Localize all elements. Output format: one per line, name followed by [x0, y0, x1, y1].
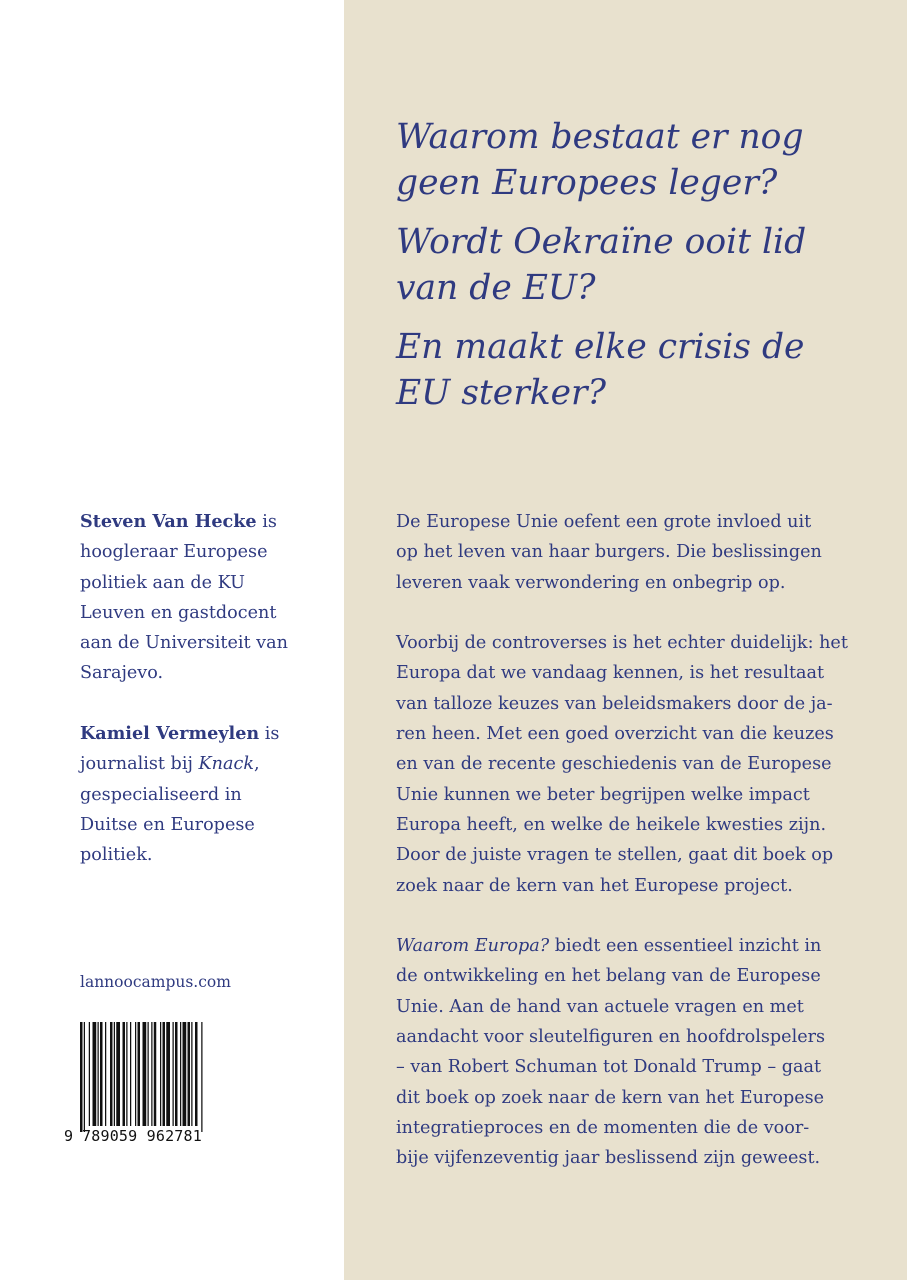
question-3 — [396, 324, 896, 416]
question-line: En maakt elke crisis de — [396, 327, 805, 367]
barcode-bar — [126, 1022, 127, 1126]
barcode-bar — [138, 1022, 141, 1126]
text-line: aandacht voor sleutelfiguren en hoofdrolspelers — [396, 1027, 826, 1048]
barcode-bar — [188, 1022, 191, 1126]
blurb-paragraph-3 — [396, 931, 836, 1173]
barcode-bar — [175, 1022, 178, 1126]
magazine-name: Knack — [198, 754, 254, 775]
text-fragment: is — [256, 512, 277, 532]
barcode-bar — [183, 1022, 187, 1126]
text-fragment: is — [259, 724, 280, 745]
barcode-bar — [135, 1022, 136, 1126]
text-line — [80, 507, 320, 537]
barcode-bar — [123, 1022, 126, 1126]
barcode-bar — [116, 1022, 120, 1126]
question-line: geen Europees leger? — [396, 163, 778, 203]
text-line: Europa dat we vandaag kennen, is het resultaat — [396, 663, 825, 684]
question-line: Wordt Oekraïne ooit lid — [396, 222, 807, 262]
barcode-bar — [154, 1022, 157, 1126]
text-line: op het leven van haar burgers. Die beslissingen — [396, 542, 822, 563]
text-line: integratieproces en de momenten die de voor- — [396, 1117, 810, 1138]
text-line: De Europese Unie oefent een grote invloed uit — [396, 512, 812, 532]
barcode-first-digit: 9 — [64, 1127, 74, 1145]
author-name: Steven Van Hecke — [80, 511, 257, 532]
barcode-bar — [100, 1022, 103, 1126]
text-line: Europa heeft, en welke de heikele kwesties zijn. — [396, 814, 827, 835]
barcode-bar — [173, 1022, 174, 1126]
author-bios — [80, 507, 320, 901]
text-line: politiek. — [80, 845, 153, 866]
barcode-bar — [201, 1022, 202, 1132]
text-fragment: biedt een essentieel inzicht in — [549, 936, 822, 957]
barcode-bar — [89, 1022, 90, 1126]
barcode-bar — [160, 1022, 161, 1126]
text-line: Duitse en Europese — [80, 814, 255, 835]
text-line: de ontwikkeling en het belang van de Europese — [396, 966, 821, 987]
text-line: Unie. Aan de hand van actuele vragen en met — [396, 996, 804, 1017]
text-line: dit boek op zoek naar de kern van het Europese — [396, 1087, 825, 1108]
barcode-bar — [114, 1022, 115, 1126]
barcode-bar — [151, 1022, 152, 1126]
blurb-paragraph-1 — [396, 507, 836, 598]
text-line: Leuven en gastdocent — [80, 602, 277, 623]
author-bio-2 — [80, 719, 320, 870]
text-line: en van de recente geschiedenis van de Europese — [396, 754, 832, 775]
text-line — [80, 719, 320, 749]
question-line: EU sterker? — [396, 373, 607, 413]
text-line: Sarajevo. — [80, 663, 164, 684]
barcode-bar — [93, 1022, 97, 1126]
barcode-bars — [80, 1022, 230, 1136]
barcode-bar — [166, 1022, 170, 1126]
text-line: leveren vaak verwondering en onbegrip op. — [396, 572, 786, 593]
text-fragment: , — [253, 754, 260, 775]
barcode-bar — [191, 1022, 192, 1126]
barcode-bar — [143, 1022, 147, 1126]
text-line: zoek naar de kern van het Europese project. — [396, 875, 793, 896]
barcode-bar — [180, 1022, 181, 1126]
barcode-bar — [110, 1022, 113, 1126]
barcode-bar — [84, 1022, 85, 1132]
text-fragment: journalist bij — [80, 754, 199, 775]
barcode-bar — [80, 1022, 83, 1132]
text-line: – van Robert Schuman tot Donald Trump – gaat — [396, 1057, 822, 1078]
text-line: ren heen. Met een goed overzicht van die keuzes — [396, 724, 834, 745]
question-2 — [396, 219, 896, 311]
text-line: gespecialiseerd in — [80, 784, 242, 805]
question-line: Waarom bestaat er nog — [396, 117, 804, 157]
text-line: van talloze keuzes van beleidsmakers door de ja- — [396, 693, 833, 714]
book-title: Waarom Europa? — [396, 936, 550, 957]
barcode-bar — [105, 1022, 106, 1126]
text-line: bije vijfenzeventig jaar beslissend zijn geweest. — [396, 1148, 821, 1169]
text-line: politiek aan de KU — [80, 572, 245, 593]
author-name: Kamiel Vermeylen — [80, 723, 260, 745]
barcode-bar — [98, 1022, 99, 1126]
author-bio-1 — [80, 507, 320, 689]
publisher-website[interactable]: lannoocampus.com — [80, 973, 231, 991]
blurb-body — [396, 507, 848, 1204]
blurb-paragraph-2 — [396, 628, 848, 901]
text-line: aan de Universiteit van — [80, 633, 288, 654]
barcode-bar — [130, 1022, 131, 1126]
text-line — [396, 931, 836, 961]
question-line: van de EU? — [396, 268, 596, 308]
barcode-bar — [163, 1022, 166, 1126]
barcode-bar — [195, 1022, 198, 1126]
text-line: Voorbij de controverses is het echter duidelijk: het — [396, 633, 848, 654]
cover-questions — [396, 114, 896, 429]
text-line: hoogleraar Europese — [80, 542, 268, 563]
text-line: Door de juiste vragen te stellen, gaat dit boek op — [396, 845, 834, 866]
text-line — [80, 749, 320, 779]
text-line: Unie kunnen we beter begrijpen welke impact — [396, 784, 810, 805]
barcode-bar — [148, 1022, 149, 1126]
barcode-digits: 789059 962781 — [82, 1127, 202, 1145]
question-1 — [396, 114, 896, 206]
